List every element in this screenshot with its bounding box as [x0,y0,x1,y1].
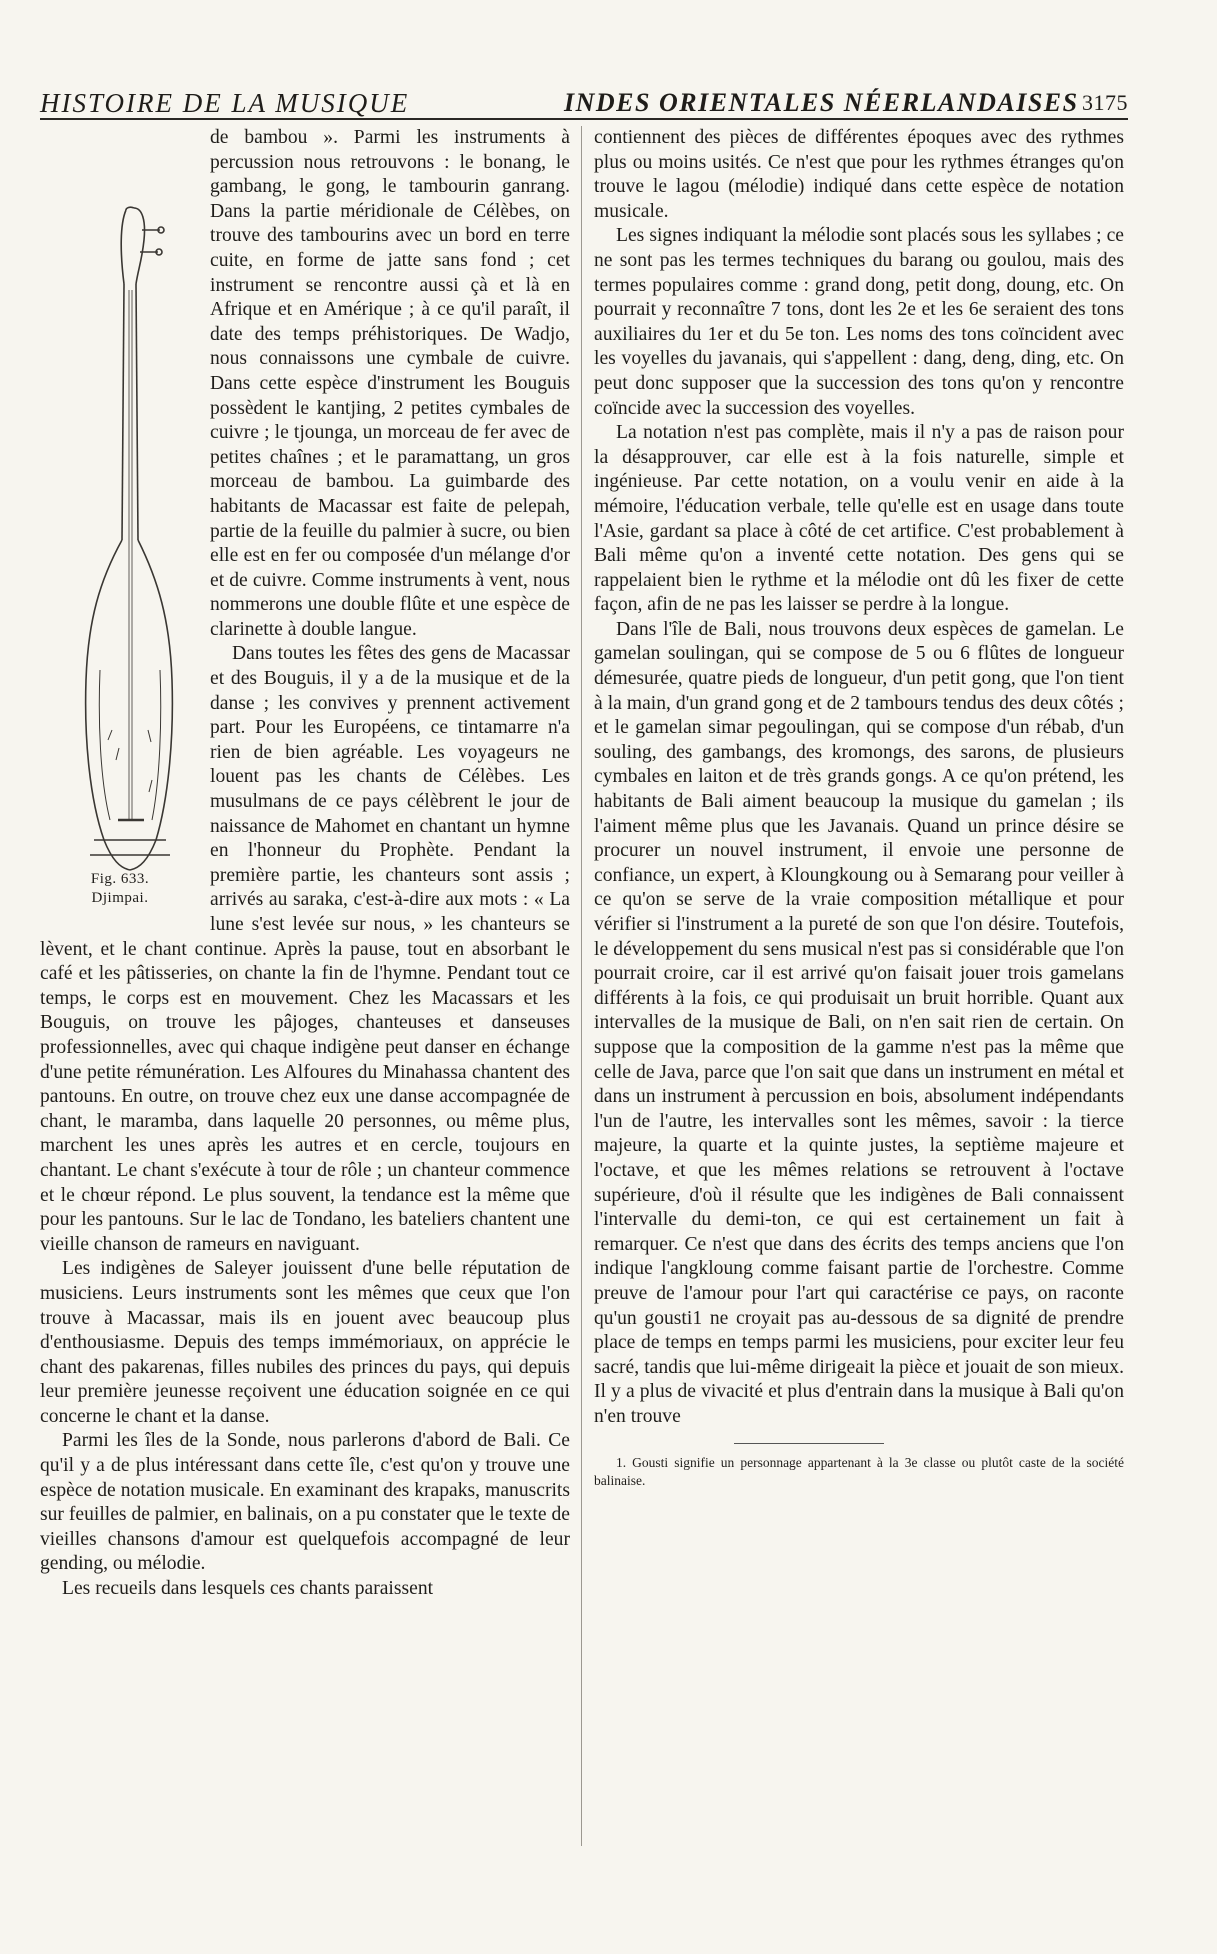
running-header [40,84,1128,118]
header-chapter-title: INDES ORIENTALES NÉERLANDAISES [564,88,1079,117]
paragraph: La notation n'est pas complète, mais il n'y a pas de raison pour la désapprouver, car elle est à la fois naturelle, simple et ingénieuse. Par cette notation, on a voulu venir en aide à la mémoire, l'éducation verbale, telle qu'elle est en usage dans toute l'Asie, gardant sa place à côté de cet artifice. C'est probablement à Bali même qu'on a inventé cette notation. Des gens qui se rappelaient bien le rythme et la mélodie ont dû les fixer de cette façon, afin de ne pas les laisser se perdre à la longue. [594,422,1124,616]
paragraph: Les indigènes de Saleyer jouissent d'une belle réputation de musiciens. Leurs instruments sont les mêmes que ceux que l'on trouve à Macassar, mais ils en jouent avec beaucoup plus d'enthousiasme. Depuis des temps immémoriaux, on apprécie le chant des pakarenas, filles nubiles des princes du pays, qui depuis leur première jeunesse reçoivent une éducation soignée en ce qui concerne le chant et la danse. [40,1258,570,1427]
paragraph: Dans l'île de Bali, nous trouvons deux espèces de gamelan. Le gamelan soulingan, qui se compose de 5 ou 6 flûtes de longueur démesurée, quatre pieds de longueur, d'un petit gong, que l'on tient à la main, d'un grand gong et de 2 tambours tendus des deux côtés ; et le gamelan simar pegoulingan, qui se compose d'un rébab, d'un souling, des gambangs, des kromongs, des sarons, de plusieurs cymbales en laiton et de très grands gongs. A ce qu'on prétend, les habitants de Bali aiment beaucoup la musique du gamelan ; ils l'aiment même plus que les Javanais. Quand un prince désire se procurer un nouvel instrument, il envoie une personne de confiance, un expert, à Kloungkoung ou à Semarang pour veiller à ce qu'on se serve de la vraie composition métallique et pour vérifier si l'instrument a la pureté de son que l'on désire. Toutefois, le développement du sens musical n'est pas si considérable que l'on pourrait croire, car il est arrivé qu'on faisait jouer trois gamelans différents à la fois, ce qui produisait un bruit horrible. Quant aux intervalles de la musique de Bali, on n'en sait rien de certain. On suppose que la composition de la gamme n'est pas la même que celle de Java, parce que l'on sait que dans un instrument en métal et dans un instrument à percussion en bois, absolument indépendants l'un de l'autre, les intervalles sont les mêmes, savoir : la tierce majeure, la quarte et la quinte justes, la septième majeure et l'octave, et que les mêmes relations se retrouvent à l'octave supérieure, d'où il résulte que les indigènes de Bali connaissent l'intervalle du demi-ton, ce qui est certainement un fait à remarquer. Ce n'est que dans des écrits des temps anciens que l'on indique l'angkloung comme faisant partie de l'orchestre. Comme preuve de l'amour pour l'art qui caractérise ce pays, on raconte qu'un gousti1 ne croyait pas au-dessous de sa dignité de prendre place de temps en temps parmi les musiciens, pour exciter leur feu sacré, tandis que lui-même dirigeait la pièce et jouait de son mieux. Il y a plus de vivacité et plus d'entrain dans la musique à Bali qu'on n'en trouve [594,618,1124,1427]
paragraph: Parmi les îles de la Sonde, nous parlerons d'abord de Bali. Ce qu'il y a de plus intéressant dans cette île, c'est qu'on y trouve une espèce de notation musicale. En examinant des krapaks, manuscrits sur feuilles de palmier, en balinais, on a pu constater que le texte de vieilles chansons d'amour est quelquefois accompagné de leur gending, ou mélodie. [40,1430,570,1575]
djimpai-illustration [60,200,180,890]
header-book-title: HISTOIRE DE LA MUSIQUE [40,88,410,118]
paragraph: de bambou ». Parmi les instruments à percussion nous retrouvons : le bonang, le gambang, le gong, le tambourin ganrang. Dans la partie méridionale de Célèbes, on trouve des tambourins avec un bord en terre cuite, en forme de jatte sans fond ; cet instrument se rencontre aussi çà et là en Afrique et en Amérique ; à ce qu'il paraît, il date des temps préhistoriques. De Wadjo, nous connaissons une cymbale de cuivre. Dans cette espèce d'instrument les Bouguis possèdent le kantjing, 2 petites cymbales de cuivre ; le tjounga, un morceau de fer avec de petites chaînes ; et le paramattang, un gros morceau de bambou. La guimbarde des habitants de Macassar est faite de pelepah, partie de la feuille du palmier à sucre, ou bien elle est en fer ou composée d'un mélange d'or et de cuivre. Comme instruments à vent, nous nommerons une double flûte et une espèce de clarinette à double langue. [210,127,570,640]
figure-number: Fig. 633. [90,871,150,887]
paragraph: Les signes indiquant la mélodie sont placés sous les syllabes ; ce ne sont pas les termes techniques du barang ou goulou, mais des termes populaires comme : grand dong, petit dong, doung, etc. On pourrait y reconnaître 7 tons, dont les 2e et les 6e seraient des tons auxiliaires du 1er et du 5e ton. Les noms des tons coïncident avec les voyelles du javanais, qui s'appellent : dang, deng, ding, etc. On peut donc supposer que la succession des tons qu'on y rencontre coïncide avec la succession des voyelles. [594,225,1124,419]
paragraph: Dans toutes les fêtes des gens de Macassar et des Bouguis, il y a de la musique et de la danse ; les convives y prennent activement part. Pour les Européens, ce tintamarre n'a rien de bien agréable. Les voyageurs ne louent pas les chants de Célèbes. Les musulmans de ce pays célèbrent le jour de naissance de Mahomet en chantant un hymne en l'honneur du Prophète. Pendant la première partie, les chanteurs sont assis ; arrivés au saraka, c'est-à-dire aux mots : « La lune s'est levée sur nous, » les chanteurs se lèvent, et le chant continue. Après la pause, tout en absorbant le café et les pâtisseries, on chante la fin de l'hymne. Pendant tout ce temps, le corps est en mouvement. Chez les Macassars et les Bouguis, on trouve les pâjoges, chanteuses et danseuses professionnelles, avec qui chaque indigène peut danser en échange d'une petite rémunération. Les Alfoures du Minahassa chantent des pantouns. En outre, on trouve chez eux une danse accompagnée de chant, le maramba, dans laquelle 20 personnes, ou même plus, marchent les unes après les autres et en cercle, toujours en chantant. Le chant s'exécute à tour de rôle ; un chanteur commence et le chœur répond. Le plus souvent, la tendance est la même que pour les pantouns. Sur le lac de Tondano, les bateliers chantent une vieille chanson de rameurs en naviguant. [40,643,570,1255]
left-column [40,126,570,1602]
footnote-rule [734,1443,884,1444]
page-number: 3175 [1082,90,1128,115]
column-divider [581,126,582,1846]
figure-name: Djimpai. [91,890,149,906]
paragraph: contiennent des pièces de différentes époques avec des rythmes plus ou moins usités. Ce n'est que pour les rythmes étranges qu'on trouve le lagou (mélodie) indiqué dans cette espèce de notation musicale. [594,127,1124,222]
figure-caption [40,870,200,908]
right-column [594,126,1124,1490]
paragraph: Les recueils dans lesquels ces chants paraissent [62,1578,434,1600]
figure-djimpai [40,200,200,920]
footnote: 1. Gousti signifie un personnage appartenant à la 3e classe ou plutôt caste de la société balinaise. [594,1455,1124,1489]
header-rule [40,118,1128,120]
